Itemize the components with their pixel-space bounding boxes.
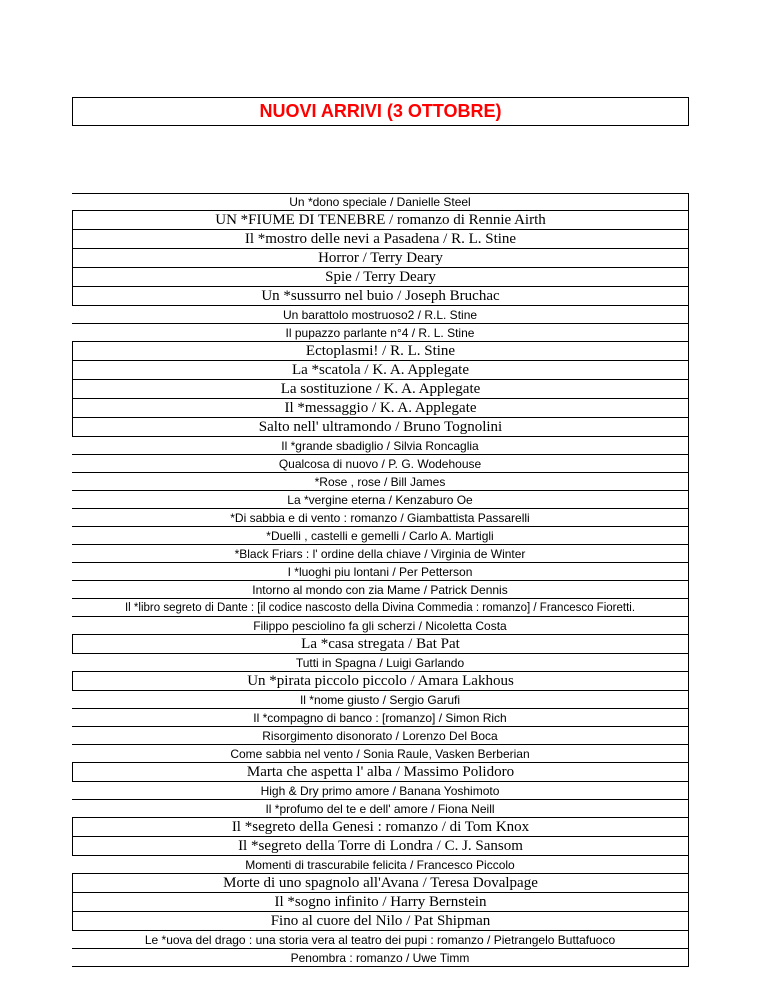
list-item: *Duelli , castelli e gemelli / Carlo A. Martigli bbox=[72, 527, 689, 545]
list-item: Risorgimento disonorato / Lorenzo Del Boca bbox=[72, 727, 689, 745]
list-item: *Rose , rose / Bill James bbox=[72, 473, 689, 491]
list-item: *Black Friars : l' ordine della chiave / Virginia de Winter bbox=[72, 545, 689, 563]
list-item: Fino al cuore del Nilo / Pat Shipman bbox=[72, 912, 689, 931]
list-item: Il pupazzo parlante n°4 / R. L. Stine bbox=[72, 324, 689, 342]
list-item: Un *dono speciale / Danielle Steel bbox=[72, 193, 689, 211]
list-item: La *vergine eterna / Kenzaburo Oe bbox=[72, 491, 689, 509]
list-item: *Di sabbia e di vento : romanzo / Giambattista Passarelli bbox=[72, 509, 689, 527]
list-item: Il *compagno di banco : [romanzo] / Simon Rich bbox=[72, 709, 689, 727]
list-item: Tutti in Spagna / Luigi Garlando bbox=[72, 654, 689, 672]
list-item: Il *sogno infinito / Harry Bernstein bbox=[72, 893, 689, 912]
list-item: Marta che aspetta l' alba / Massimo Polidoro bbox=[72, 763, 689, 782]
list-item: Penombra : romanzo / Uwe Timm bbox=[72, 949, 689, 967]
page-title: NUOVI ARRIVI (3 OTTOBRE) bbox=[259, 101, 502, 121]
list-item: Morte di uno spagnolo all'Avana / Teresa Dovalpage bbox=[72, 874, 689, 893]
list-item: UN *FIUME DI TENEBRE / romanzo di Rennie Airth bbox=[72, 211, 689, 230]
list-item: Un *sussurro nel buio / Joseph Bruchac bbox=[72, 287, 689, 306]
list-item: Come sabbia nel vento / Sonia Raule, Vasken Berberian bbox=[72, 745, 689, 763]
list-item: La sostituzione / K. A. Applegate bbox=[72, 380, 689, 399]
list-item: Qualcosa di nuovo / P. G. Wodehouse bbox=[72, 455, 689, 473]
list-item: Un *pirata piccolo piccolo / Amara Lakhous bbox=[72, 672, 689, 691]
list-item: Il *segreto della Torre di Londra / C. J. Sansom bbox=[72, 837, 689, 856]
list-item: Il *mostro delle nevi a Pasadena / R. L. Stine bbox=[72, 230, 689, 249]
list-item: Il *profumo del te e dell' amore / Fiona Neill bbox=[72, 800, 689, 818]
list-item: Il *messaggio / K. A. Applegate bbox=[72, 399, 689, 418]
list-item: La *scatola / K. A. Applegate bbox=[72, 361, 689, 380]
list-item: Intorno al mondo con zia Mame / Patrick Dennis bbox=[72, 581, 689, 599]
list-item: Horror / Terry Deary bbox=[72, 249, 689, 268]
new-arrivals-list bbox=[72, 193, 689, 967]
list-item: I *luoghi piu lontani / Per Petterson bbox=[72, 563, 689, 581]
page-title-box bbox=[72, 97, 689, 126]
list-item: Un barattolo mostruoso2 / R.L. Stine bbox=[72, 306, 689, 324]
list-item: Momenti di trascurabile felicita / Francesco Piccolo bbox=[72, 856, 689, 874]
list-item: Salto nell' ultramondo / Bruno Tognolini bbox=[72, 418, 689, 437]
list-item: Il *libro segreto di Dante : [il codice nascosto della Divina Commedia : romanzo] / Francesco Fioretti. bbox=[72, 599, 689, 617]
list-item: Il *grande sbadiglio / Silvia Roncaglia bbox=[72, 437, 689, 455]
list-item: Il *segreto della Genesi : romanzo / di Tom Knox bbox=[72, 818, 689, 837]
list-item: Spie / Terry Deary bbox=[72, 268, 689, 287]
list-item: Le *uova del drago : una storia vera al teatro dei pupi : romanzo / Pietrangelo Buttafuoco bbox=[72, 931, 689, 949]
list-item: Filippo pesciolino fa gli scherzi / Nicoletta Costa bbox=[72, 617, 689, 635]
list-item: La *casa stregata / Bat Pat bbox=[72, 635, 689, 654]
list-item: Il *nome giusto / Sergio Garufi bbox=[72, 691, 689, 709]
list-item: High & Dry primo amore / Banana Yoshimoto bbox=[72, 782, 689, 800]
list-item: Ectoplasmi! / R. L. Stine bbox=[72, 342, 689, 361]
